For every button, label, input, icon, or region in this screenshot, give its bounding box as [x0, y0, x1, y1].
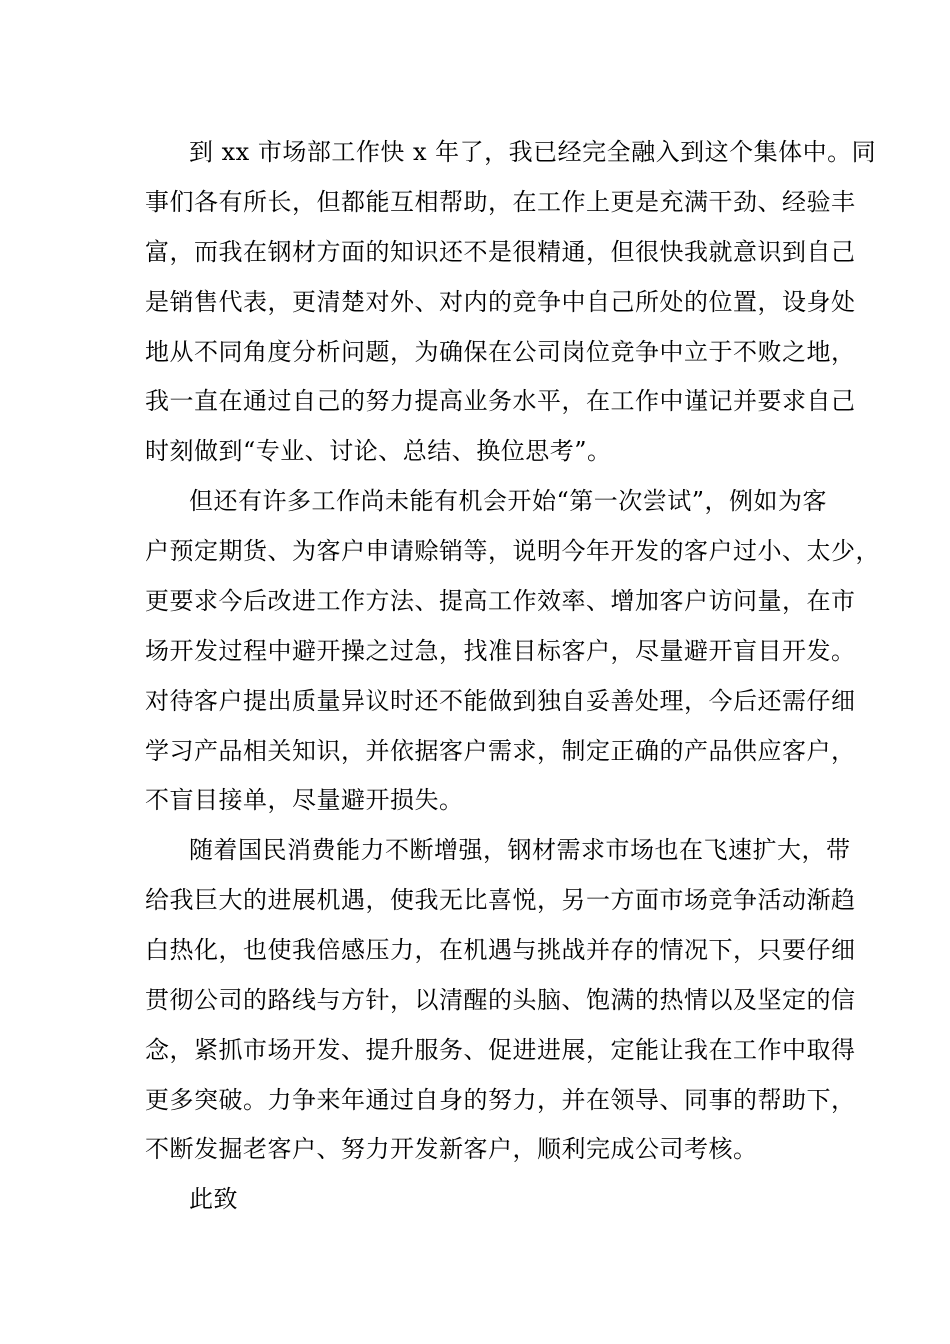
text-line: 时刻做到“专业、讨论、总结、换位思考”。	[145, 437, 612, 465]
text-line: 给我巨大的进展机遇，使我无比喜悦，另一方面市场竞争活动渐趋	[145, 886, 856, 914]
text-line: 我一直在通过自己的努力提高业务水平，在工作中谨记并要求自己	[145, 387, 856, 415]
text-line: 此致	[189, 1185, 238, 1213]
text-line: 不断发掘老客户、努力开发新客户，顺利完成公司考核。	[145, 1135, 758, 1163]
text-line: 更要求今后改进工作方法、提高工作效率、增加客户访问量，在市	[145, 587, 856, 615]
text-line: 富，而我在钢材方面的知识还不是很精通，但很快我就意识到自己	[145, 238, 856, 266]
text-line: 是销售代表，更清楚对外、对内的竞争中自己所处的位置，设身处	[145, 288, 856, 316]
text-line: 事们各有所长，但都能互相帮助，在工作上更是充满干劲、经验丰	[145, 188, 856, 216]
text-line: 更多突破。力争来年通过自身的努力，并在领导、同事的帮助下，	[145, 1086, 856, 1114]
text-line: 对待客户提出质量异议时还不能做到独自妥善处理，今后还需仔细	[145, 687, 856, 715]
text-line: 到 xx 市场部工作快 x 年了，我已经完全融入到这个集体中。同	[189, 138, 877, 166]
text-line: 但还有许多工作尚未能有机会开始“第一次尝试”，例如为客	[189, 487, 828, 515]
text-line: 不盲目接单，尽量避开损失。	[145, 786, 464, 814]
text-line: 随着国民消费能力不断增强，钢材需求市场也在飞速扩大，带	[189, 836, 851, 864]
text-line: 念，紧抓市场开发、提升服务、促进进展，定能让我在工作中取得	[145, 1036, 856, 1064]
text-line: 学习产品相关知识，并依据客户需求，制定正确的产品供应客户，	[145, 737, 856, 765]
text-line: 户预定期货、为客户申请赊销等，说明今年开发的客户过小、太少，	[145, 537, 880, 565]
text-line: 场开发过程中避开操之过急，找准目标客户，尽量避开盲目开发。	[145, 637, 856, 665]
text-line: 地从不同角度分析问题，为确保在公司岗位竞争中立于不败之地，	[145, 338, 856, 366]
text-line: 贯彻公司的路线与方针，以清醒的头脑、饱满的热情以及坚定的信	[145, 986, 856, 1014]
text-line: 白热化，也使我倍感压力，在机遇与挑战并存的情况下，只要仔细	[145, 936, 856, 964]
